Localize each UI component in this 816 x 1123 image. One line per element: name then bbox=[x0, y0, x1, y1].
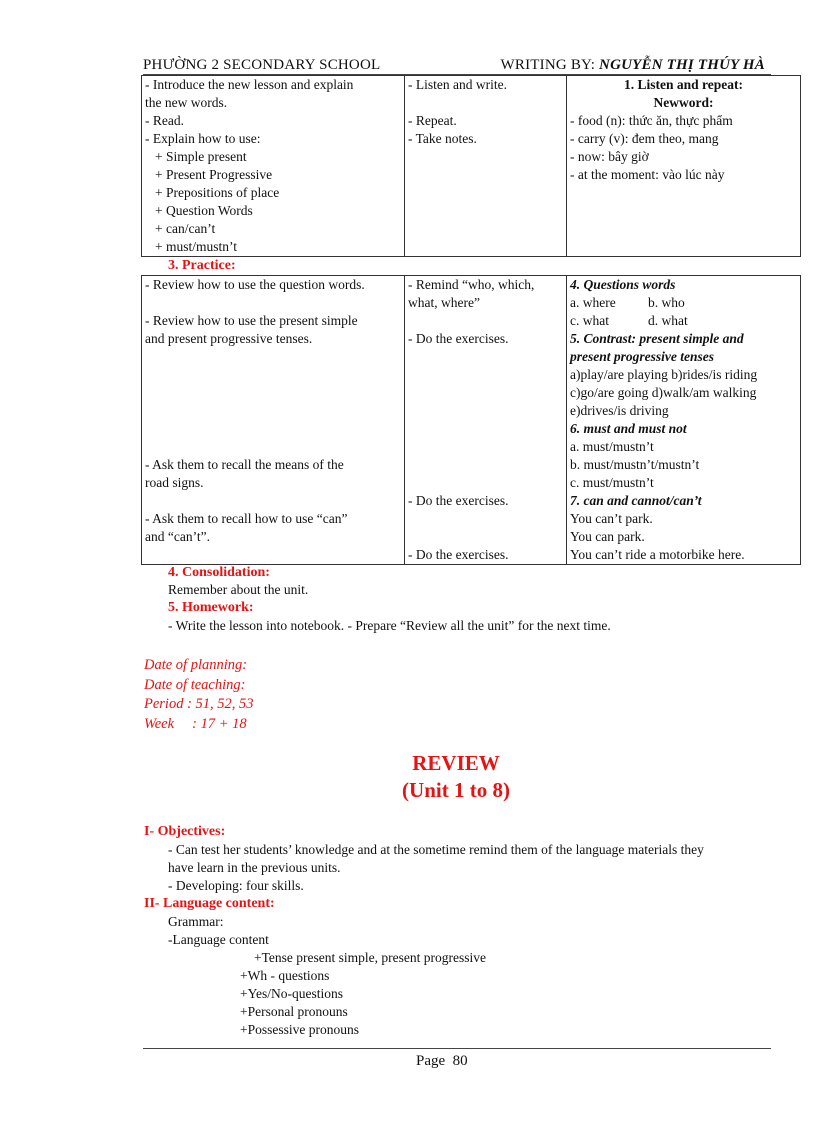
contrast-heading: 5. Contrast: present simple and bbox=[570, 331, 744, 346]
spacer bbox=[408, 438, 563, 456]
t2-c1-line: - Ask them to recall the means of the bbox=[145, 457, 344, 472]
teacher-activities bbox=[142, 276, 405, 565]
answer: b. who bbox=[648, 295, 685, 310]
spacer bbox=[408, 366, 563, 384]
spacer bbox=[570, 238, 797, 256]
language-item: +Yes/No-questions bbox=[240, 986, 344, 1001]
page-number: 80 bbox=[452, 1053, 468, 1069]
language-items bbox=[240, 949, 486, 1039]
vocab-item: - food (n): thức ăn, thực phẩm bbox=[570, 113, 733, 128]
answer: a. where bbox=[570, 295, 616, 310]
t1-c2-line: - Repeat. bbox=[408, 113, 457, 128]
spacer bbox=[408, 528, 563, 546]
t2-c1-line: and “can’t”. bbox=[145, 529, 210, 544]
page-footer bbox=[416, 1052, 468, 1070]
language-item: +Possessive pronouns bbox=[240, 1022, 359, 1037]
language-label: -Language content bbox=[168, 932, 269, 947]
teacher-activities bbox=[142, 76, 405, 257]
must-heading: 6. must and must not bbox=[570, 421, 687, 436]
content-column bbox=[567, 276, 801, 565]
footer-rule bbox=[143, 1048, 771, 1049]
t2-c2-line: - Remind “who, which, bbox=[408, 277, 535, 292]
content-column bbox=[567, 76, 801, 257]
objectives-heading: I- Objectives: bbox=[144, 824, 226, 839]
t1-c1-line: + Prepositions of place bbox=[155, 185, 280, 200]
vocab-item: - at the moment: vào lúc này bbox=[570, 167, 725, 182]
answer: d. what bbox=[648, 313, 688, 328]
t1-c2-line: - Take notes. bbox=[408, 131, 477, 146]
review-title: REVIEW bbox=[412, 751, 500, 775]
t1-c1-line: + can/can’t bbox=[155, 221, 216, 236]
answer: b. must/mustn’t/mustn’t bbox=[570, 457, 700, 472]
newword-heading: Newword: bbox=[653, 95, 714, 110]
period: Period : 51, 52, 53 bbox=[144, 696, 254, 712]
author bbox=[501, 56, 765, 74]
date-of-teaching: Date of teaching: bbox=[144, 676, 246, 693]
planning-block bbox=[144, 656, 254, 734]
spacer bbox=[408, 312, 563, 330]
listen-repeat-heading: 1. Listen and repeat: bbox=[623, 77, 743, 92]
spacer bbox=[570, 184, 797, 202]
t2-c1-line: - Ask them to recall how to use “can” bbox=[145, 511, 348, 526]
q4-row bbox=[570, 294, 797, 312]
practice-heading: 3. Practice: bbox=[168, 258, 236, 273]
t2-c2-line: - Do the exercises. bbox=[408, 493, 509, 508]
procedure-table-1 bbox=[141, 75, 801, 257]
spacer bbox=[145, 492, 401, 510]
answer: You can park. bbox=[570, 529, 645, 544]
t1-c1-line: - Explain how to use: bbox=[145, 131, 261, 146]
page-label: Page bbox=[416, 1053, 446, 1069]
answer: a. must/mustn’t bbox=[570, 439, 654, 454]
t2-c1-line: and present progressive tenses. bbox=[145, 331, 313, 346]
writer-name: NGUYỄN THỊ THÚY HÀ bbox=[599, 57, 765, 73]
t1-c1-line: + must/mustn’t bbox=[155, 239, 238, 254]
school-name: PHƯỜNG 2 SECONDARY SCHOOL bbox=[143, 57, 381, 73]
t1-c2-line: - Listen and write. bbox=[408, 77, 507, 92]
can-heading: 7. can and cannot/can’t bbox=[570, 493, 702, 508]
writer-label: WRITING BY: bbox=[500, 57, 596, 73]
t2-c2-line: - Do the exercises. bbox=[408, 331, 509, 346]
spacer bbox=[408, 474, 563, 492]
language-item: +Wh - questions bbox=[240, 968, 330, 983]
objective-line: have learn in the previous units. bbox=[168, 860, 341, 875]
t1-c1-line: - Read. bbox=[145, 113, 184, 128]
t2-c1-line: road signs. bbox=[145, 475, 204, 490]
objectives-list bbox=[168, 841, 768, 895]
vocab-item: - carry (v): đem theo, mang bbox=[570, 131, 719, 146]
objective-line: - Can test her students’ knowledge and at the sometime remind them of the language materials they bbox=[168, 842, 704, 857]
homework-text: - Write the lesson into notebook. - Prepare “Review all the unit” for the next time. bbox=[168, 618, 611, 633]
answer: c. must/mustn’t bbox=[570, 475, 654, 490]
t1-c1-line: the new words. bbox=[145, 95, 228, 110]
t2-c2-line: what, where” bbox=[408, 295, 480, 310]
t1-c1-line: + Simple present bbox=[155, 149, 247, 164]
answer: e)drives/is driving bbox=[570, 403, 669, 418]
spacer bbox=[145, 348, 401, 366]
t1-c2-line bbox=[408, 94, 563, 112]
spacer bbox=[145, 420, 401, 438]
t2-c1-line bbox=[145, 294, 401, 312]
answer: You can’t ride a motorbike here. bbox=[570, 547, 745, 562]
t1-c1-line: - Introduce the new lesson and explain bbox=[145, 77, 354, 92]
student-activities bbox=[405, 76, 567, 257]
spacer bbox=[408, 420, 563, 438]
language-item: +Tense present simple, present progressive bbox=[254, 950, 486, 965]
language-heading: II- Language content: bbox=[144, 896, 275, 911]
spacer bbox=[570, 202, 797, 220]
answer: You can’t park. bbox=[570, 511, 653, 526]
t2-c2-line: - Do the exercises. bbox=[408, 547, 509, 562]
page-header bbox=[143, 54, 771, 75]
spacer bbox=[408, 384, 563, 402]
spacer bbox=[145, 366, 401, 384]
language-item: +Personal pronouns bbox=[240, 1004, 348, 1019]
contrast-heading-2: present progressive tenses bbox=[570, 349, 714, 364]
spacer bbox=[145, 384, 401, 402]
spacer bbox=[145, 438, 401, 456]
date-of-planning: Date of planning: bbox=[144, 657, 248, 673]
spacer bbox=[408, 456, 563, 474]
t2-c1-line: - Review how to use the question words. bbox=[145, 277, 365, 292]
spacer bbox=[408, 510, 563, 528]
student-activities bbox=[405, 276, 567, 565]
t1-c1-line: + Question Words bbox=[155, 203, 253, 218]
objective-line: - Developing: four skills. bbox=[168, 878, 304, 893]
consolidation-heading: 4. Consolidation: bbox=[168, 565, 270, 580]
q4-row bbox=[570, 312, 797, 330]
spacer bbox=[145, 402, 401, 420]
week: Week : 17 + 18 bbox=[144, 715, 247, 732]
vocab-item: - now: bây giờ bbox=[570, 149, 649, 164]
procedure-table-2 bbox=[141, 275, 801, 565]
answer: c. what bbox=[570, 313, 609, 328]
answer: a)play/are playing b)rides/is riding bbox=[570, 367, 758, 382]
t2-c1-line: - Review how to use the present simple bbox=[145, 313, 358, 328]
review-subtitle: (Unit 1 to 8) bbox=[402, 778, 510, 802]
spacer bbox=[408, 402, 563, 420]
questions-words-heading: 4. Questions words bbox=[570, 277, 676, 292]
homework-heading: 5. Homework: bbox=[168, 600, 254, 615]
answer: c)go/are going d)walk/am walking bbox=[570, 385, 757, 400]
spacer bbox=[408, 348, 563, 366]
consolidation-text: Remember about the unit. bbox=[168, 582, 309, 597]
grammar-label: Grammar: bbox=[168, 914, 224, 929]
spacer bbox=[570, 220, 797, 238]
t1-c1-line: + Present Progressive bbox=[155, 167, 273, 182]
